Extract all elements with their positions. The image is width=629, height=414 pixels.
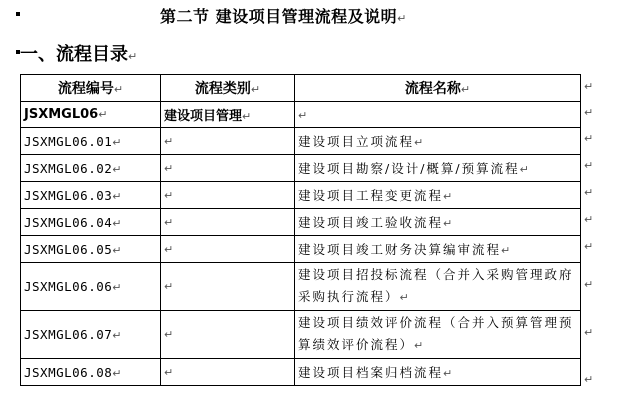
cell-code: JSXMGL06.05↵ (21, 236, 161, 263)
cell-name: 建设项目立项流程↵ (295, 128, 581, 155)
paragraph-mark-icon: ↵ (164, 365, 174, 379)
cell-name: 建设项目竣工验收流程↵ (295, 209, 581, 236)
cell-code: JSXMGL06↵ (21, 102, 161, 128)
paragraph-mark-icon: ↵ (443, 367, 455, 380)
column-header-type: 流程类别↵ (161, 75, 295, 102)
cell-code: JSXMGL06.07↵ (21, 311, 161, 359)
title-bullet (16, 12, 20, 16)
paragraph-mark-icon: ↵ (443, 217, 455, 230)
paragraph-mark-icon: ↵ (112, 216, 123, 230)
cell-type (161, 359, 295, 386)
cell-name: 建设项目档案归档流程↵ (295, 359, 581, 386)
cell-code: JSXMGL06.02↵ (21, 155, 161, 182)
section-title (160, 4, 407, 27)
paragraph-mark-icon: ↵ (443, 190, 455, 203)
paragraph-mark-icon: ↵ (164, 134, 174, 148)
table-row (21, 182, 581, 209)
cell-type: 建设项目管理↵ (161, 102, 295, 128)
paragraph-mark-icon: ↵ (112, 366, 123, 380)
cell-type (161, 263, 295, 311)
paragraph-mark-icon: ↵ (112, 135, 123, 149)
paragraph-mark-icon: ↵ (399, 291, 411, 304)
table-row (21, 155, 581, 182)
row-end-mark-icon: ↵ (584, 240, 594, 253)
table-row (21, 209, 581, 236)
cell-type (161, 155, 295, 182)
process-table (20, 74, 581, 386)
cell-type (161, 182, 295, 209)
paragraph-mark-icon: ↵ (414, 339, 426, 352)
paragraph-mark-icon: ↵ (112, 281, 123, 294)
paragraph-mark-icon: ↵ (298, 109, 310, 122)
table-row (21, 359, 581, 386)
table-row (21, 236, 581, 263)
table-row (21, 263, 581, 311)
paragraph-mark-icon: ↵ (112, 329, 123, 342)
paragraph-mark-icon: ↵ (501, 244, 513, 257)
paragraph-mark-icon: ↵ (242, 110, 252, 123)
paragraph-mark-icon: ↵ (164, 215, 174, 229)
table-header-row (21, 75, 581, 102)
row-end-mark-icon: ↵ (584, 80, 594, 93)
paragraph-mark-icon: ↵ (250, 83, 261, 96)
section-title-text: 第二节 建设项目管理流程及说明 (160, 7, 398, 26)
paragraph-mark-icon: ↵ (112, 162, 123, 176)
paragraph-mark-icon: ↵ (112, 243, 123, 257)
paragraph-mark-icon: ↵ (164, 328, 174, 341)
row-end-mark-icon: ↵ (584, 213, 594, 226)
row-end-mark-icon: ↵ (584, 326, 594, 339)
paragraph-mark-icon: ↵ (164, 161, 174, 175)
toc-heading-text: 一、流程目录 (20, 44, 128, 65)
cell-code: JSXMGL06.03↵ (21, 182, 161, 209)
paragraph-mark-icon: ↵ (164, 242, 174, 256)
cell-name: 建设项目工程变更流程↵ (295, 182, 581, 209)
paragraph-mark-icon: ↵ (164, 280, 174, 293)
paragraph-mark-icon: ↵ (460, 83, 471, 96)
paragraph-mark-icon: ↵ (164, 188, 174, 202)
paragraph-mark-icon: ↵ (113, 83, 124, 96)
row-end-mark-icon: ↵ (584, 132, 594, 145)
cell-type (161, 209, 295, 236)
cell-code: JSXMGL06.01↵ (21, 128, 161, 155)
table-row (21, 128, 581, 155)
cell-name (295, 102, 581, 128)
toc-heading (20, 40, 137, 66)
cell-type (161, 128, 295, 155)
column-header-code: 流程编号↵ (21, 75, 161, 102)
row-end-mark-icon: ↵ (584, 106, 594, 119)
paragraph-mark-icon: ↵ (519, 163, 531, 176)
cell-code: JSXMGL06.08↵ (21, 359, 161, 386)
row-end-mark-icon: ↵ (584, 186, 594, 199)
row-end-mark-icon: ↵ (584, 278, 594, 291)
table-row (21, 102, 581, 128)
cell-name: 建设项目勘察/设计/概算/预算流程↵ (295, 155, 581, 182)
cell-name: 建设项目绩效评价流程（合并入预算管理预算绩效评价流程）↵ (295, 311, 581, 359)
row-end-mark-icon: ↵ (584, 373, 594, 386)
table-row (21, 311, 581, 359)
paragraph-mark-icon: ↵ (128, 50, 138, 63)
row-end-mark-icon: ↵ (584, 159, 594, 172)
column-header-name: 流程名称↵ (295, 75, 581, 102)
paragraph-mark-icon: ↵ (397, 12, 407, 25)
cell-type (161, 236, 295, 263)
paragraph-mark-icon: ↵ (98, 108, 108, 121)
cell-type (161, 311, 295, 359)
paragraph-mark-icon: ↵ (414, 136, 426, 149)
cell-name: 建设项目招投标流程（合并入采购管理政府采购执行流程）↵ (295, 263, 581, 311)
paragraph-mark-icon: ↵ (112, 189, 123, 203)
cell-code: JSXMGL06.06↵ (21, 263, 161, 311)
cell-name: 建设项目竣工财务决算编审流程↵ (295, 236, 581, 263)
cell-code: JSXMGL06.04↵ (21, 209, 161, 236)
